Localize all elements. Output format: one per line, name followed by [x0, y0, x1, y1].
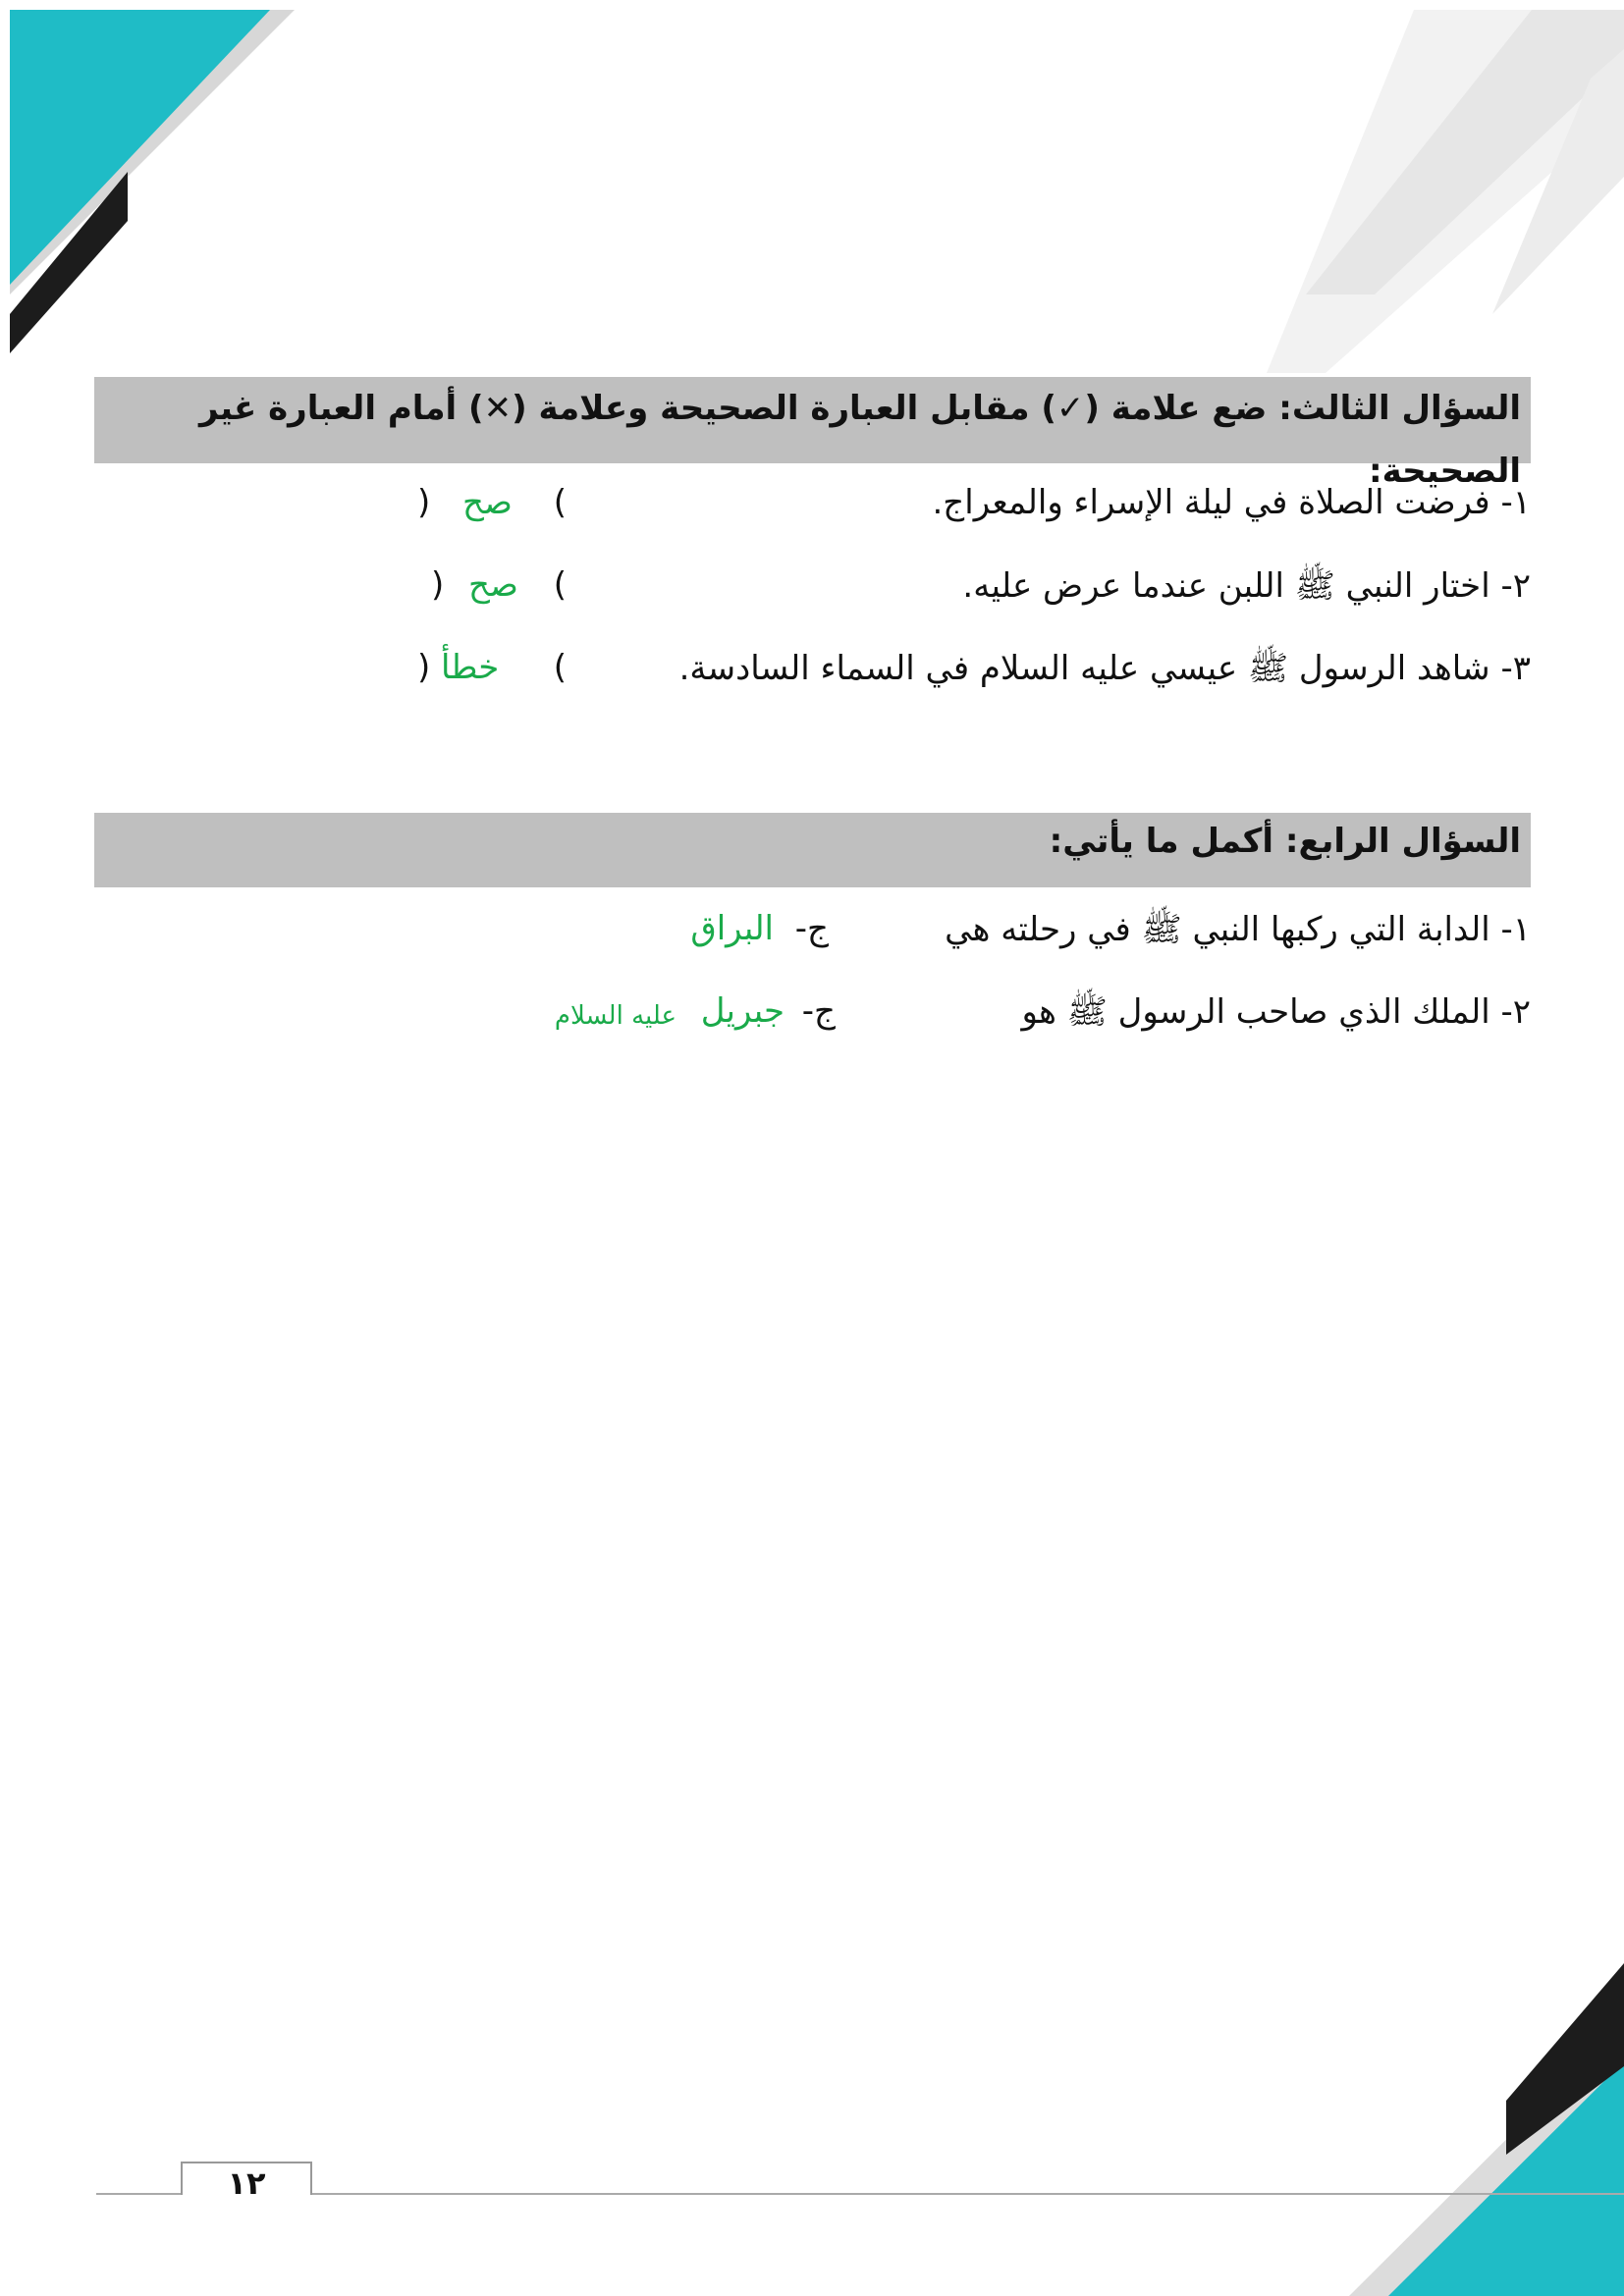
question-4-item-2 — [94, 991, 1531, 1050]
top-right-decoration — [1267, 0, 1624, 373]
question-3-header: السؤال الثالث: ضع علامة (✓) مقابل العبارة الصحيحة وعلامة (✕) أمام العبارة غير الصحيحة: — [94, 377, 1531, 463]
question-text: ٢- الملك الذي صاحب الرسول ﷺ هو — [1021, 992, 1531, 1032]
footer-line — [96, 2193, 1624, 2195]
answer-box — [417, 648, 567, 707]
answer-box — [417, 483, 567, 542]
statement-text: ٣- شاهد الرسول ﷺ عيسي عليه السلام في السماء السادسة. — [678, 649, 1531, 688]
open-paren: ( — [553, 565, 567, 605]
question-4-header: السؤال الرابع: أكمل ما يأتي: — [94, 813, 1531, 887]
open-paren: ( — [553, 483, 567, 522]
bottom-right-decoration — [1329, 1963, 1624, 2296]
answer-text: صح — [462, 483, 513, 522]
close-paren: ) — [431, 565, 445, 605]
open-paren: ( — [553, 648, 567, 687]
question-4-item-1 — [94, 909, 1531, 968]
answer-box — [431, 565, 567, 624]
alayhi-salam-glyph: عليه السلام — [554, 1001, 677, 1031]
answer-marker: ج- — [794, 909, 829, 948]
answer-marker: ج- — [801, 991, 836, 1031]
answer-text: البراق — [690, 909, 774, 948]
close-paren: ) — [417, 483, 431, 522]
question-3-item-2 — [94, 565, 1531, 624]
question-3-item-1 — [94, 483, 1531, 542]
page-number: ١٢ — [181, 2162, 312, 2195]
question-text: ١- الدابة التي ركبها النبي ﷺ في رحلته هي — [945, 910, 1531, 949]
close-paren: ) — [417, 648, 431, 687]
top-left-decoration — [0, 0, 314, 363]
answer-text: جبريل — [700, 991, 785, 1031]
answer-text: خطأ — [441, 648, 500, 687]
question-3-item-3 — [94, 648, 1531, 707]
statement-text: ٢- اختار النبي ﷺ اللبن عندما عرض عليه. — [962, 566, 1531, 606]
answer-text: صح — [468, 565, 518, 605]
statement-text: ١- فرضت الصلاة في ليلة الإسراء والمعراج. — [932, 483, 1531, 522]
